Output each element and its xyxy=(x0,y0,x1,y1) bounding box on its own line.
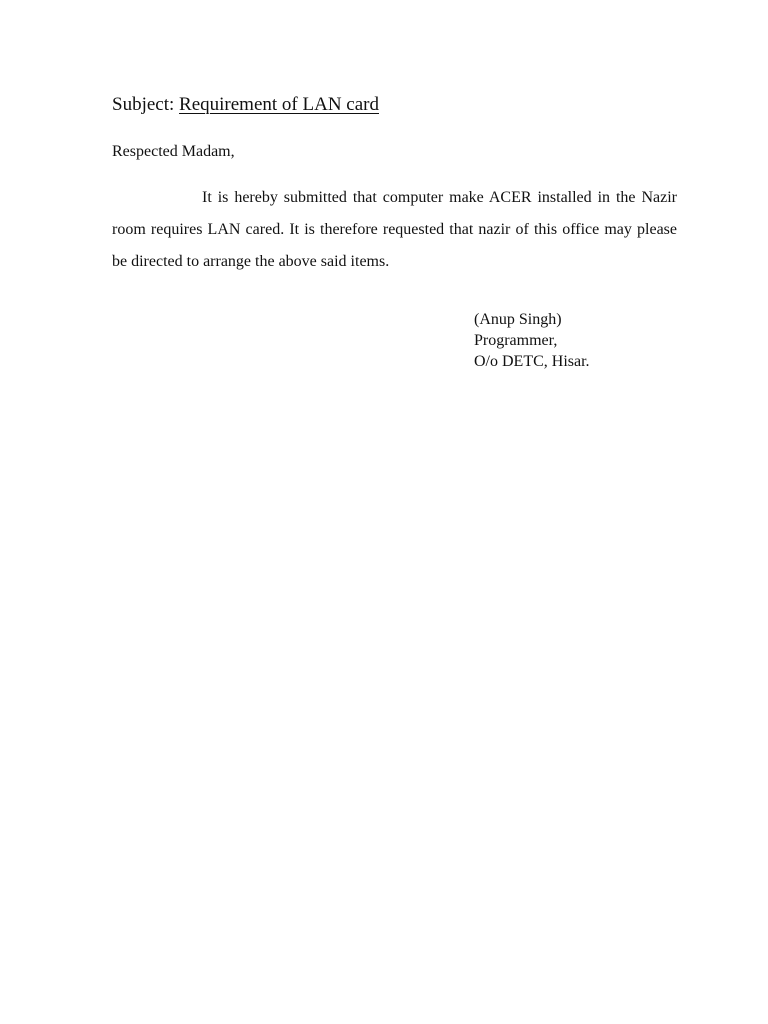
signatory-designation: Programmer, xyxy=(474,332,558,349)
letter-body: It is hereby submitted that computer make ACER installed in the Nazir room requires LAN cared. It is therefore requested that nazir of this office may please be directed to arrange the above said items. xyxy=(112,189,677,270)
salutation: Respected Madam, xyxy=(112,143,235,160)
signatory-name: (Anup Singh) xyxy=(474,311,562,328)
subject-text: Requirement of LAN card xyxy=(179,94,379,115)
subject-line xyxy=(112,93,379,117)
subject-prefix: Subject: xyxy=(112,94,180,115)
signature-block xyxy=(474,309,590,372)
signatory-office: O/o DETC, Hisar. xyxy=(474,353,590,370)
